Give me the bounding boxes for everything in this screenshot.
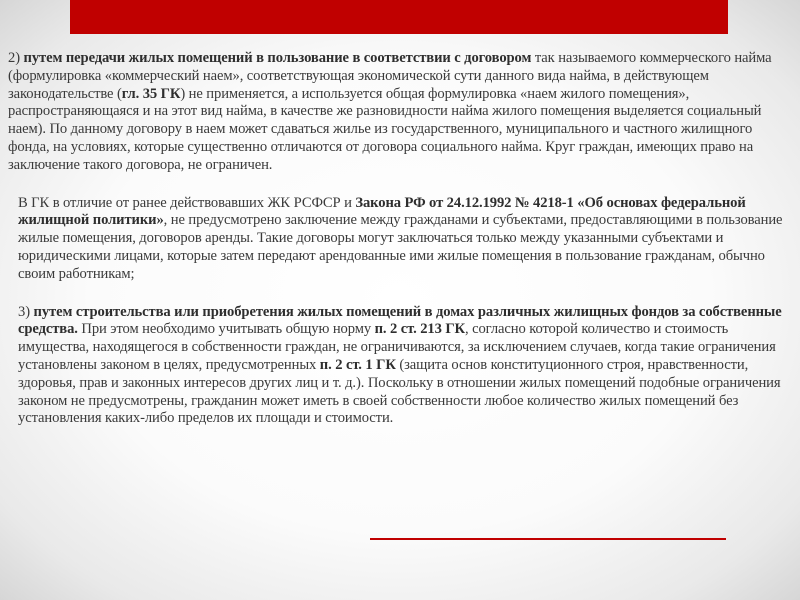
item-number: 3) [18,303,30,320]
header-accent-bar [70,0,728,34]
paragraph-2 [8,50,788,175]
paragraph-text: , не предусмотрено заключение между гражданами и субъектами, предоставляющими в пользование жилые помещения, договоров аренды. Такие договоры могут заключаться только между указанными субъектами и юридическими лицами, которые затем передают арендованные ими жилые помещения в пользование гражданам, обычно своим работникам; [18,212,783,282]
paragraph-text: ) не применяется, а используется общая формулировка «наем жилого помещения», распространяющаяся и на этот вид найма, в качестве же разновидности найма жилого помещения выделяется социальный наем). По данному договору в наем может сдаваться жилье из государственного, муниципального и частного жилищного фонда, на условиях, которые существенно отличаются от договора социального найма. Круг граждан, имеющих право на заключение такого договора, не ограничен. [8,85,762,173]
paragraph-text: (защита основ конституционного строя, нравственности, здоровья, прав и законных интересов других лиц и т. д.). Поскольку в отношении жилых помещений подобные ограничения законом не предусмотрены, гражданин может иметь в своей собственности любое количество жилых помещений без установления каких-либо пределов их площади и стоимости. [18,356,781,427]
law-reference: гл. 35 ГК [121,85,181,102]
paragraph-text: В ГК в отличие от ранее действовавших ЖК РСФСР и [18,194,356,211]
paragraph-text: При этом необходимо учитывать общую норму [77,321,375,338]
bold-lead: путем строительства или приобретения жилых помещений в домах различных жилищных фондов за собственные средства. [18,303,782,338]
paragraph-text: так называемого коммерческого найма (формулировка «коммерческий наем», соответствующая экономической сути данного вида найма, в действующем законодательстве ( [8,50,772,102]
footer-accent-line [370,538,726,540]
paragraph-3 [8,304,788,429]
paragraph-gk-note [8,195,788,284]
bold-lead: путем передачи жилых помещений в пользование в соответствии с договором [23,50,532,66]
paragraph-text: , согласно которой количество и стоимость имущества, находящегося в собственности граждан, не ограничиваются, за исключением случаев, когда такие ограничения установлены законом в целях, предусмотренных [18,321,776,373]
item-number: 2) [8,50,20,66]
slide-body [8,50,788,428]
law-reference: Закона РФ от 24.12.1992 № 4218-1 «Об основах федеральной жилищной политики» [18,194,746,229]
law-reference: п. 2 ст. 213 ГК [374,321,466,338]
law-reference: п. 2 ст. 1 ГК [319,356,396,373]
